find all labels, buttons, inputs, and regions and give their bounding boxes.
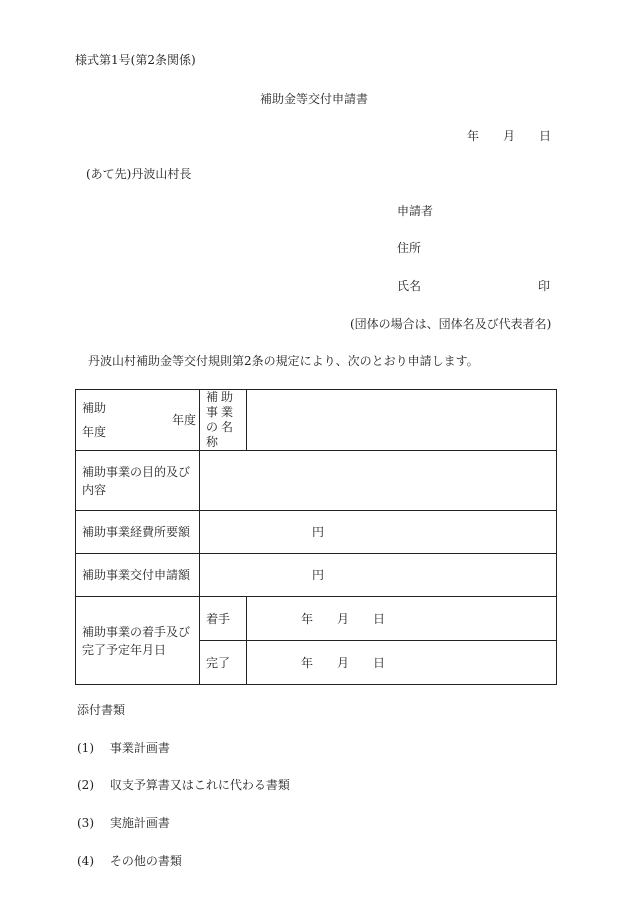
list-item [77,740,170,756]
start-year: 年 [301,611,314,626]
purpose-value[interactable] [200,451,557,511]
start-month: 月 [337,611,350,626]
end-day: 日 [373,655,386,670]
fiscal-year-unit: 年度 [172,412,197,427]
fiscal-year-cell[interactable] [76,390,200,451]
cost-label: 補助事業経費所要額 [76,511,200,554]
start-label: 着手 [200,597,247,641]
list-item [77,777,290,793]
address-label: 住所 [397,241,422,255]
seal-mark: 印 [538,279,551,293]
request-unit: 円 [312,568,325,582]
attachment-text: 実施計画書 [109,816,170,830]
purpose-label: 補助事業の目的及び内容 [76,451,200,511]
attachment-text: 事業計画書 [109,741,170,755]
applicant-label: 申請者 [397,204,434,218]
attachment-number: (4) [77,854,94,868]
table-row-start [76,597,557,641]
table-row-purpose [76,451,557,511]
name-label: 氏名 [397,279,422,293]
request-value[interactable] [200,554,557,597]
attachment-number: (3) [77,816,94,830]
form-number: 様式第1号(第2条関係) [75,53,196,67]
attachment-text: 収支予算書又はこれに代わる書類 [109,778,290,792]
date-day: 日 [539,129,552,143]
fiscal-year-label-1: 補助 [82,400,107,415]
start-date-value[interactable] [247,597,557,641]
end-label: 完了 [200,641,247,685]
attachments-heading: 添付書類 [77,703,126,717]
list-item [77,815,170,831]
project-name-value[interactable] [247,390,557,451]
date-year: 年 [467,129,480,143]
attachment-text: その他の書類 [109,854,182,868]
intro-text: 丹波山村補助金等交付規則第2条の規定により、次のとおり申請します。 [88,354,479,368]
fiscal-year-label-2: 年度 [82,424,107,439]
table-row-fiscal-year [76,390,557,451]
table-row-cost [76,511,557,554]
cost-unit: 円 [312,525,325,539]
project-name-label: 補助事業の名称 [200,390,247,451]
schedule-label: 補助事業の着手及び完了予定年月日 [76,597,200,685]
request-label: 補助事業交付申請額 [76,554,200,597]
date-month: 月 [503,129,516,143]
attachment-number: (2) [77,778,94,792]
cost-value[interactable] [200,511,557,554]
document-title: 補助金等交付申請書 [260,92,369,106]
application-table [75,389,557,685]
start-day: 日 [373,611,386,626]
addressee: (あて先)丹波山村長 [86,167,192,181]
end-year: 年 [301,655,314,670]
list-item [77,853,182,869]
group-note: (団体の場合は、団体名及び代表者名) [350,317,552,331]
attachment-number: (1) [77,741,94,755]
table-row-request [76,554,557,597]
end-date-value[interactable] [247,641,557,685]
end-month: 月 [337,655,350,670]
